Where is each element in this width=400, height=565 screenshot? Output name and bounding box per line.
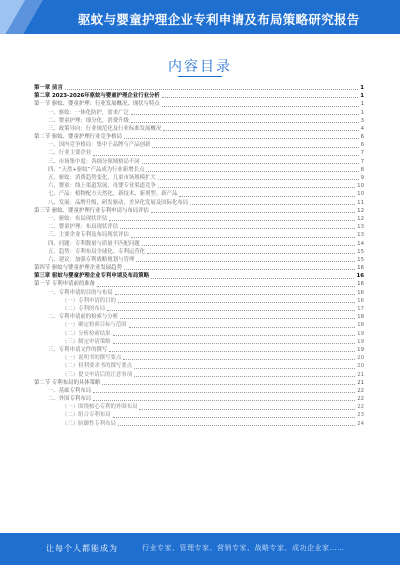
toc-entry[interactable] xyxy=(34,281,364,289)
toc-entry[interactable] xyxy=(34,305,364,313)
toc-dot-leader xyxy=(124,269,355,270)
toc-dot-leader xyxy=(147,253,355,254)
toc-entry-page: 10 xyxy=(357,183,364,190)
toc-entry-label: 三、政策导向：行业规范化及行业标准发展概况 xyxy=(48,125,162,132)
toc-dot-leader xyxy=(162,97,358,98)
report-title: 驱蚊与婴童护理企业专利申请及布局策略研究报告 xyxy=(78,12,360,27)
table-of-contents xyxy=(34,84,364,524)
toc-entry-page: 19 xyxy=(357,338,364,345)
toc-entry-page: 12 xyxy=(357,215,364,222)
toc-dot-leader xyxy=(115,294,355,295)
toc-entry[interactable] xyxy=(34,256,364,264)
toc-entry[interactable] xyxy=(34,92,364,100)
toc-entry[interactable] xyxy=(34,125,364,133)
toc-entry-page: 1 xyxy=(360,93,364,100)
toc-entry-page: 18 xyxy=(357,322,364,329)
toc-title-underline xyxy=(178,76,222,77)
toc-dot-leader xyxy=(151,212,355,213)
toc-entry[interactable] xyxy=(34,100,364,108)
toc-entry-page: 9 xyxy=(360,175,364,182)
toc-entry-page: 16 xyxy=(357,289,364,296)
toc-entry[interactable] xyxy=(34,338,364,346)
toc-dot-leader xyxy=(134,376,355,377)
footer-slogan: 让每个人都能成为 xyxy=(46,544,118,553)
toc-entry-page: 13 xyxy=(357,224,364,231)
toc-entry[interactable] xyxy=(34,346,364,354)
toc-entry-label: 二、专利申请前的检索与分析 xyxy=(48,314,119,321)
toc-entry-page: 12 xyxy=(357,207,364,214)
toc-entry-label: 二、婴童护理：布局现状评估 xyxy=(48,224,119,231)
toc-entry-label: （一）专利申请的目的 xyxy=(62,297,116,304)
toc-dot-leader xyxy=(131,122,359,123)
toc-entry[interactable] xyxy=(34,379,364,387)
toc-entry[interactable] xyxy=(34,371,364,379)
toc-dot-leader xyxy=(123,359,355,360)
header-decoration xyxy=(0,0,52,34)
toc-dot-leader xyxy=(93,392,355,393)
toc-entry[interactable] xyxy=(34,248,364,256)
toc-dot-leader xyxy=(107,310,355,311)
toc-dot-leader xyxy=(124,138,359,139)
toc-dot-leader xyxy=(93,155,358,156)
toc-title: 内容目录 xyxy=(168,59,232,75)
toc-entry[interactable] xyxy=(34,272,364,280)
toc-entry-page: 21 xyxy=(357,379,364,386)
toc-dot-leader xyxy=(152,147,358,148)
toc-entry[interactable] xyxy=(34,158,364,166)
toc-entry[interactable] xyxy=(34,297,364,305)
toc-entry-page: 11 xyxy=(357,199,364,206)
toc-entry-label: 六、建议：加强专利战略规划与管理 xyxy=(48,256,135,263)
toc-entry[interactable] xyxy=(34,240,364,248)
toc-dot-leader xyxy=(113,335,356,336)
toc-entry[interactable] xyxy=(34,412,364,420)
toc-entry[interactable] xyxy=(34,215,364,223)
toc-entry-page: 1 xyxy=(360,101,364,108)
toc-entry[interactable] xyxy=(34,354,364,362)
toc-entry-page: 15 xyxy=(357,256,364,263)
toc-entry-page: 14 xyxy=(357,240,364,247)
toc-entry[interactable] xyxy=(34,231,364,239)
toc-dot-leader xyxy=(151,278,354,279)
toc-entry-page: 22 xyxy=(357,387,364,394)
toc-entry-page: 16 xyxy=(357,297,364,304)
toc-entry-label: （二）分析检索结果 xyxy=(62,330,111,337)
toc-entry[interactable] xyxy=(34,84,364,92)
toc-entry-page: 22 xyxy=(357,396,364,403)
toc-entry-page: 15 xyxy=(357,248,364,255)
report-header-bar xyxy=(0,0,400,34)
toc-entry[interactable] xyxy=(34,190,364,198)
toc-entry-label: 五、趋势：专利布局全球化、专利运营化 xyxy=(48,248,146,255)
toc-dot-leader xyxy=(120,318,355,319)
toc-entry[interactable] xyxy=(34,182,364,190)
toc-dot-leader xyxy=(142,163,359,164)
toc-entry-label: 二、行业主要企业 xyxy=(48,150,92,157)
toc-dot-leader xyxy=(129,327,355,328)
toc-dot-leader xyxy=(65,89,358,90)
toc-dot-leader xyxy=(158,187,355,188)
toc-entry-page: 6 xyxy=(360,142,364,149)
toc-entry-label: （二）组合专利布局 xyxy=(62,412,111,419)
toc-entry-page: 7 xyxy=(360,150,364,157)
toc-entry-label: 六、婴童：线上渠道发展，母婴专业渠道竞争 xyxy=(48,183,156,190)
toc-entry-page: 24 xyxy=(357,420,364,427)
toc-entry-label: 第二节 专利布局的具体策略 xyxy=(34,379,101,386)
toc-entry-page: 18 xyxy=(357,314,364,321)
toc-entry[interactable] xyxy=(34,403,364,411)
toc-entry[interactable] xyxy=(34,207,364,215)
toc-entry-label: 一、驱蚊：一体化防护，需求广泛 xyxy=(48,109,129,116)
toc-entry-label: 四、问题：专利数量与质量不匹配问题 xyxy=(48,240,140,247)
toc-entry[interactable] xyxy=(34,223,364,231)
toc-entry-label: 二、婴童护理：细分化，消费升级 xyxy=(48,117,129,124)
toc-entry-label: 五、驱蚊：消费趋势变化，儿童市场规模扩大 xyxy=(48,175,156,182)
toc-dot-leader xyxy=(118,302,355,303)
toc-entry-label: 七、产品：植物配方天然化，新技术、新剂型、新产品 xyxy=(48,191,178,198)
toc-dot-leader xyxy=(190,204,355,205)
toc-entry-label: 三、主要企业专利及布局现状评估 xyxy=(48,232,129,239)
toc-entry-label: （一）确定检索目标与范围 xyxy=(62,322,127,329)
toc-dot-leader xyxy=(134,368,355,369)
toc-entry-page: 10 xyxy=(357,191,364,198)
toc-entry-label: （三）提交申请后的注意事项 xyxy=(62,371,133,378)
toc-entry-label: 第三节 驱蚊、婴童护理行业专利申请与布局评估 xyxy=(34,207,149,214)
toc-dot-leader xyxy=(97,286,355,287)
toc-entry-label: 一、基础专利布局 xyxy=(48,387,92,394)
toc-entry-label: 第二章 2023-2026年驱蚊与婴童护理企业行业分析 xyxy=(34,93,160,100)
toc-entry-label: 一、专利申请的目的与布局 xyxy=(48,289,113,296)
toc-entry-label: 第三章 驱蚊与婴童护理企业专利申请及布局策略 xyxy=(34,273,150,280)
toc-entry[interactable] xyxy=(34,199,364,207)
toc-entry-page: 16 xyxy=(356,273,364,280)
footer-tagline: 行业专家、管理专家、营销专家、战略专家、成功企业家…… xyxy=(142,544,345,552)
toc-dot-leader xyxy=(163,130,358,131)
toc-dot-leader xyxy=(131,114,359,115)
toc-dot-leader xyxy=(162,106,359,107)
toc-entry-page: 3 xyxy=(360,117,364,124)
toc-dot-leader xyxy=(102,384,355,385)
toc-entry[interactable] xyxy=(34,166,364,174)
toc-entry-page: 13 xyxy=(357,232,364,239)
toc-entry-label: 一、驱蚊：布局现状评估 xyxy=(48,215,108,222)
toc-entry-label: （二）权利要求书的撰写要点 xyxy=(62,363,133,370)
toc-entry[interactable] xyxy=(34,313,364,321)
toc-entry-label: （三）制定申请策略 xyxy=(62,338,111,345)
toc-entry-label: （一）围绕核心专利的外围布局 xyxy=(62,404,138,411)
toc-entry-page: 16 xyxy=(357,281,364,288)
toc-dot-leader xyxy=(131,237,355,238)
toc-entry-label: 第一章 前言 xyxy=(34,84,63,91)
toc-entry-label: 第二节 驱蚊、婴童护理行业竞争格局 xyxy=(34,134,122,141)
toc-dot-leader xyxy=(93,400,355,401)
toc-entry-label: 三、市场集中度：各细分领域格局不同 xyxy=(48,158,140,165)
toc-dot-leader xyxy=(118,425,355,426)
toc-entry-page: 1 xyxy=(360,84,364,91)
toc-entry-page: 23 xyxy=(357,412,364,419)
toc-entry-page: 20 xyxy=(357,363,364,370)
toc-dot-leader xyxy=(136,261,355,262)
toc-entry[interactable] xyxy=(34,387,364,395)
toc-entry-label: 第一节 驱蚊、婴童护理：行业发展概况、现状与特点 xyxy=(34,101,160,108)
toc-entry[interactable] xyxy=(34,362,364,370)
toc-entry[interactable] xyxy=(34,109,364,117)
toc-entry-label: （一）说明书的撰写要点 xyxy=(62,355,122,362)
toc-entry-page: 17 xyxy=(357,306,364,313)
toc-entry[interactable] xyxy=(34,264,364,272)
toc-dot-leader xyxy=(139,409,355,410)
toc-entry-label: 第一节 专利申请前的准备 xyxy=(34,281,96,288)
toc-entry-page: 1 xyxy=(360,109,364,116)
toc-entry-page: 21 xyxy=(357,371,364,378)
toc-entry-page: 16 xyxy=(357,265,364,272)
toc-entry-label: 二、外围专利布局 xyxy=(48,396,92,403)
toc-dot-leader xyxy=(109,351,355,352)
toc-entry-page: 20 xyxy=(357,355,364,362)
toc-entry-page: 19 xyxy=(357,330,364,337)
toc-entry[interactable] xyxy=(34,289,364,297)
toc-entry-label: （三）防御性专利布局 xyxy=(62,420,116,427)
toc-entry[interactable] xyxy=(34,174,364,182)
toc-entry[interactable] xyxy=(34,150,364,158)
toc-entry-page: 19 xyxy=(357,346,364,353)
toc-dot-leader xyxy=(113,343,356,344)
toc-entry-page: 8 xyxy=(360,166,364,173)
toc-entry-page: 4 xyxy=(360,125,364,132)
toc-dot-leader xyxy=(158,179,359,180)
toc-dot-leader xyxy=(109,220,355,221)
toc-dot-leader xyxy=(142,245,355,246)
toc-entry[interactable] xyxy=(34,395,364,403)
toc-entry-page: 6 xyxy=(360,134,364,141)
toc-dot-leader xyxy=(179,196,355,197)
toc-entry[interactable] xyxy=(34,330,364,338)
toc-entry[interactable] xyxy=(34,141,364,149)
toc-entry-label: （二）专利的布局 xyxy=(62,306,106,313)
toc-entry-label: 八、发展：品牌升级，研发驱动，差异化发展及国际化布局 xyxy=(48,199,189,206)
toc-entry-page: 22 xyxy=(357,404,364,411)
toc-entry-label: 一、国内竞争格局：集中于品牌与产品创新 xyxy=(48,142,151,149)
toc-entry[interactable] xyxy=(34,420,364,428)
toc-entry[interactable] xyxy=(34,133,364,141)
toc-entry[interactable] xyxy=(34,321,364,329)
toc-entry-label: 三、专利申请文件的撰写 xyxy=(48,346,108,353)
toc-dot-leader xyxy=(120,228,355,229)
toc-entry[interactable] xyxy=(34,117,364,125)
toc-dot-leader xyxy=(146,171,358,172)
toc-dot-leader xyxy=(113,417,356,418)
toc-entry-label: 四、“天然+驱蚊”产品成为行业新增长点 xyxy=(48,166,145,173)
footer-bar xyxy=(0,533,400,565)
toc-entry-page: 7 xyxy=(360,158,364,165)
toc-entry-label: 第四节 驱蚊与婴童护理企业发展趋势 xyxy=(34,265,122,272)
